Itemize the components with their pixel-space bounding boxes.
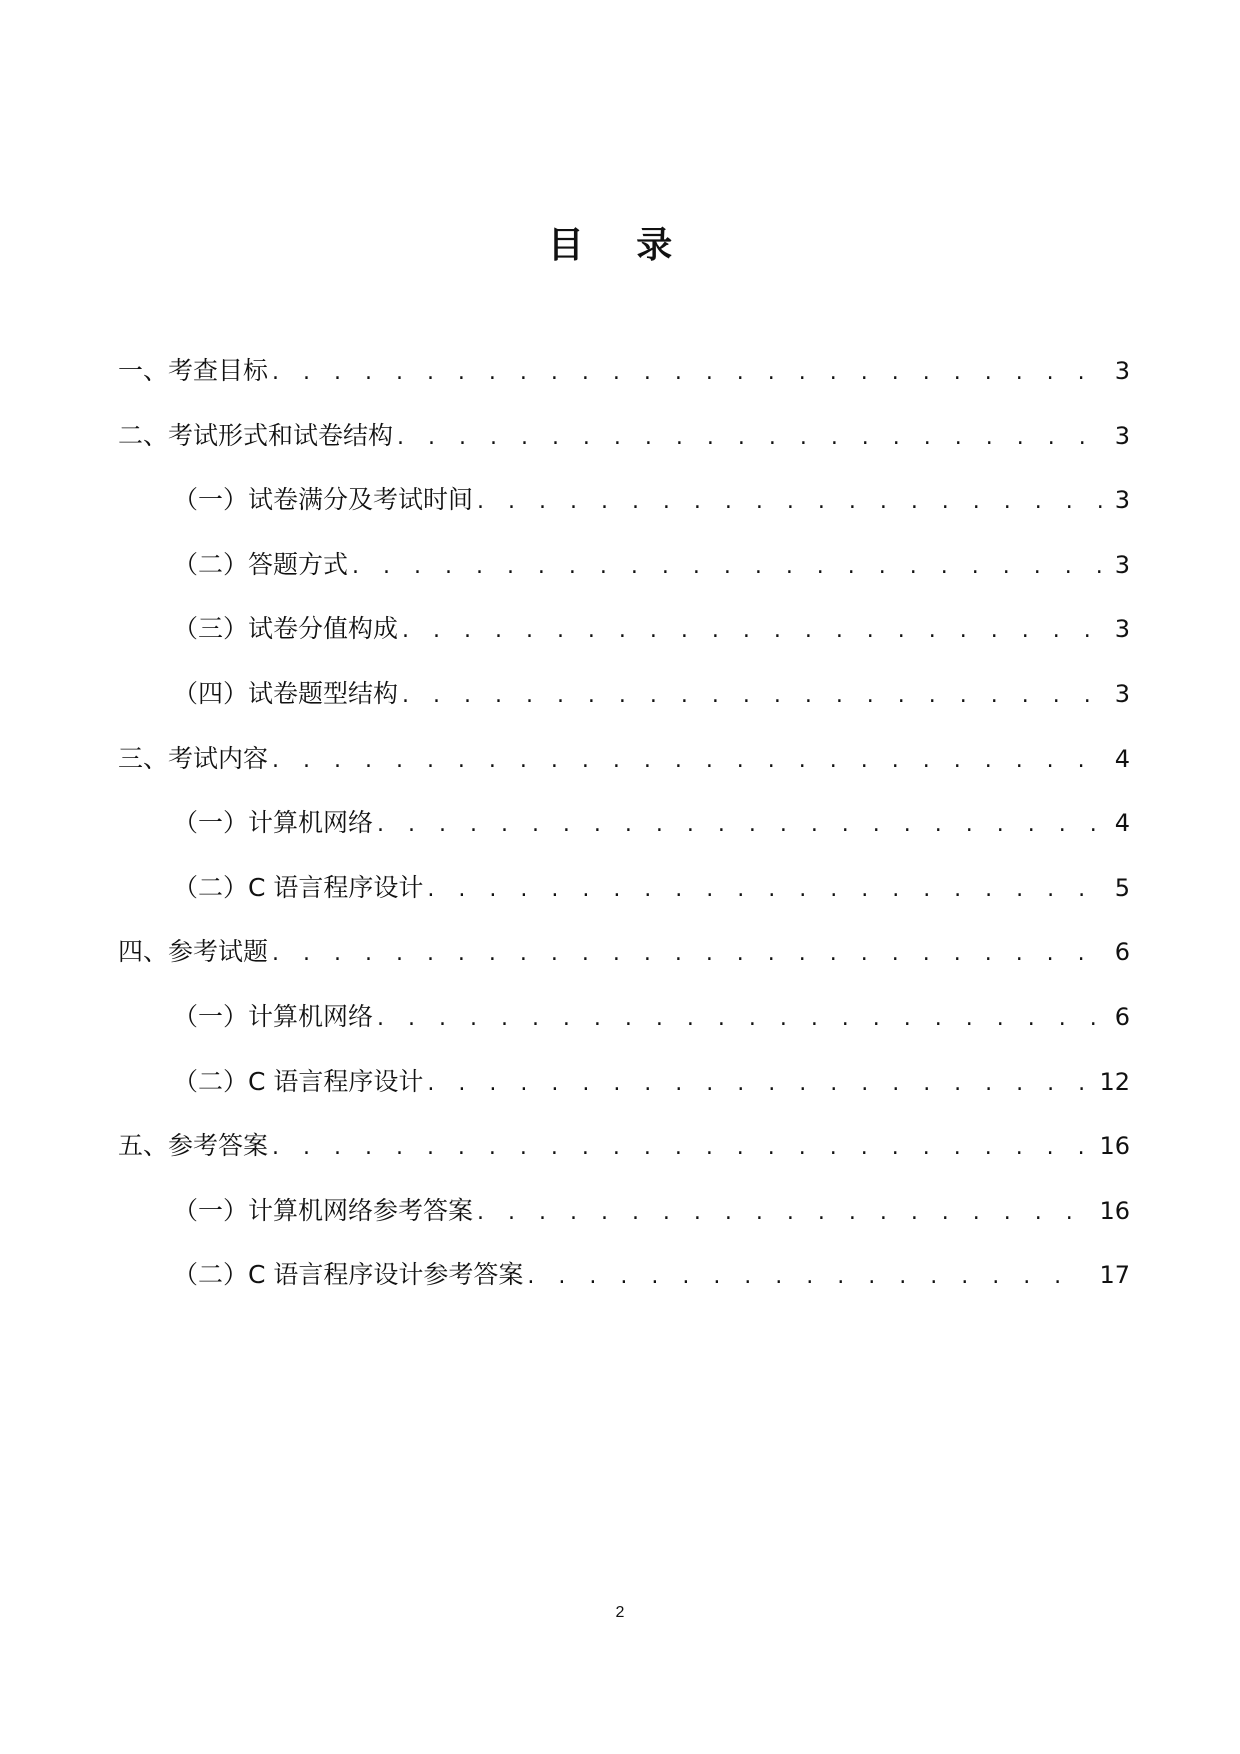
toc-entry-page: 6 bbox=[1114, 938, 1130, 967]
toc-dot-leader bbox=[352, 549, 1102, 585]
toc-list bbox=[118, 353, 1130, 1322]
toc-dot-leader bbox=[402, 613, 1102, 649]
toc-dot-leader bbox=[477, 484, 1102, 520]
page-number: 2 bbox=[615, 1604, 625, 1621]
toc-entry-label: 四、参考试题 bbox=[118, 937, 269, 967]
toc-entry-page: 17 bbox=[1099, 1261, 1130, 1290]
toc-entry-label: （二）答题方式 bbox=[173, 549, 349, 579]
toc-entry-page: 3 bbox=[1114, 679, 1130, 708]
toc-subentry[interactable] bbox=[118, 1193, 1130, 1258]
toc-entry[interactable] bbox=[118, 1128, 1130, 1193]
toc-entry-page: 16 bbox=[1099, 1196, 1130, 1225]
toc-entry-page: 16 bbox=[1099, 1132, 1130, 1161]
toc-entry-label: （二）C 语言程序设计 bbox=[173, 1066, 424, 1096]
toc-subentry[interactable] bbox=[118, 611, 1130, 676]
toc-entry-page: 3 bbox=[1114, 615, 1130, 644]
toc-entry-label: 二、考试形式和试卷结构 bbox=[118, 420, 394, 450]
toc-subentry[interactable] bbox=[118, 805, 1130, 870]
toc-dot-leader bbox=[377, 807, 1102, 843]
toc-dot-leader bbox=[272, 1130, 1087, 1166]
toc-entry-page: 12 bbox=[1099, 1067, 1130, 1096]
toc-entry[interactable] bbox=[118, 353, 1130, 418]
toc-dot-leader bbox=[427, 1066, 1087, 1102]
toc-subentry[interactable] bbox=[118, 999, 1130, 1064]
toc-entry[interactable] bbox=[118, 934, 1130, 999]
toc-entry-label: （一）计算机网络参考答案 bbox=[173, 1195, 474, 1225]
toc-dot-leader bbox=[402, 678, 1102, 714]
toc-subentry[interactable] bbox=[118, 870, 1130, 935]
toc-subentry[interactable] bbox=[118, 676, 1130, 741]
toc-entry[interactable] bbox=[118, 741, 1130, 806]
toc-subentry[interactable] bbox=[118, 547, 1130, 612]
toc-entry-label: （四）试卷题型结构 bbox=[173, 678, 399, 708]
toc-dot-leader bbox=[272, 743, 1102, 779]
toc-entry-label: （二）C 语言程序设计参考答案 bbox=[173, 1260, 524, 1290]
toc-entry-label: （二）C 语言程序设计 bbox=[173, 872, 424, 902]
toc-entry-label: 三、考试内容 bbox=[118, 743, 269, 773]
toc-title: 目 录 bbox=[547, 225, 693, 266]
toc-subentry[interactable] bbox=[118, 1257, 1130, 1322]
toc-dot-leader bbox=[477, 1195, 1087, 1231]
toc-subentry[interactable] bbox=[118, 1064, 1130, 1129]
toc-entry-page: 4 bbox=[1114, 744, 1130, 773]
toc-entry-page: 3 bbox=[1114, 421, 1130, 450]
toc-dot-leader bbox=[272, 936, 1102, 972]
toc-subentry[interactable] bbox=[118, 482, 1130, 547]
toc-dot-leader bbox=[377, 1001, 1102, 1037]
toc-dot-leader bbox=[272, 355, 1102, 391]
toc-entry-page: 3 bbox=[1114, 486, 1130, 515]
toc-entry-label: 五、参考答案 bbox=[118, 1131, 269, 1161]
toc-dot-leader bbox=[397, 420, 1102, 456]
toc-entry-label: （一）计算机网络 bbox=[173, 1001, 374, 1031]
toc-dot-leader bbox=[427, 872, 1102, 908]
toc-entry[interactable] bbox=[118, 418, 1130, 483]
toc-entry-page: 5 bbox=[1114, 873, 1130, 902]
toc-entry-page: 6 bbox=[1114, 1002, 1130, 1031]
toc-entry-label: （一）试卷满分及考试时间 bbox=[173, 485, 474, 515]
toc-entry-label: （一）计算机网络 bbox=[173, 808, 374, 838]
toc-entry-page: 3 bbox=[1114, 357, 1130, 385]
toc-entry-label: 一、考查目标 bbox=[118, 356, 269, 385]
toc-dot-leader bbox=[527, 1259, 1087, 1295]
toc-entry-page: 3 bbox=[1114, 550, 1130, 579]
toc-entry-page: 4 bbox=[1114, 809, 1130, 838]
toc-entry-label: （三）试卷分值构成 bbox=[173, 614, 399, 644]
